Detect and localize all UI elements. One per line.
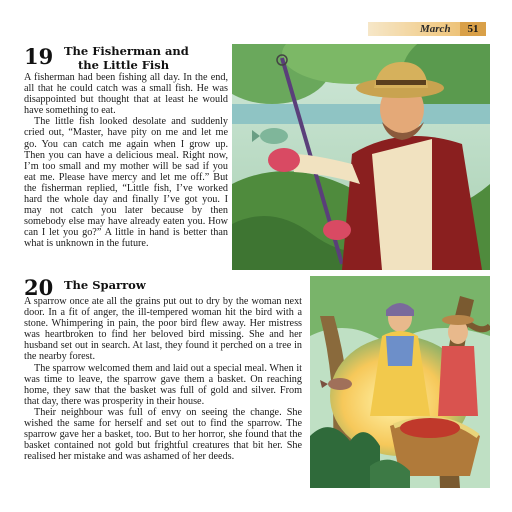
story-number: 19 (24, 44, 54, 69)
sparrow-illustration (310, 276, 490, 488)
story-title-line: The Fisherman and (64, 44, 189, 58)
story-title: The Sparrow (64, 278, 146, 292)
story-paragraph: The sparrow welcomed them and laid out a special meal. When it was time to leave, the sparrow gave them a basket. On reaching home, they saw that the basket was full of gold and silver. From that day, there was prosperity in their house. (24, 362, 302, 407)
story-body (24, 296, 302, 462)
fisherman-illustration (232, 44, 490, 270)
story-body (24, 72, 228, 250)
page-number: 51 (460, 22, 486, 36)
page-header (368, 22, 486, 36)
month-label: March (420, 23, 451, 35)
story-number: 20 (24, 275, 54, 300)
story-paragraph: Their neighbour was full of envy on seeing the change. She wished the same for herself and set out to find the sparrow. The sparrow gave her a basket, too. But to her horror, she found that the basket contained not gold but frightful creatures that bit her. She realised her mistake and was ashamed of her deeds. (24, 406, 302, 463)
story-title-line: the Little Fish (78, 58, 170, 72)
story-title (64, 44, 234, 72)
story-paragraph: A fisherman had been fishing all day. In the end, all that he could catch was a small fish. He was disappointed but thought that at least he would have something to eat. (24, 72, 228, 117)
story-paragraph: The little fish looked desolate and suddenly cried out, “Master, have pity on me and let me go. You can catch me again when I grow up. Then you can have a delicious meal. Right now, I’m too small and my mother will be sad if you eat me. Please have mercy and let me off.” But the fisherman replied, “Little fish, I’ve worked hard the whole day and finally I’ve got you. I may not catch you later because by then somebody else may have already eaten you. How can I let you go?” A little in hand is better than what is unknown in the future. (24, 116, 228, 250)
story-paragraph: A sparrow once ate all the grains put out to dry by the woman next door. In a fit of anger, the ill-tempered woman hit the bird with a stone. Whimpering in pain, the poor bird flew away. Her mistress was heartbroken to find her beloved bird missing. She and her husband set out in search. At last, they found it perched on a tree in the nearby forest. (24, 296, 302, 363)
